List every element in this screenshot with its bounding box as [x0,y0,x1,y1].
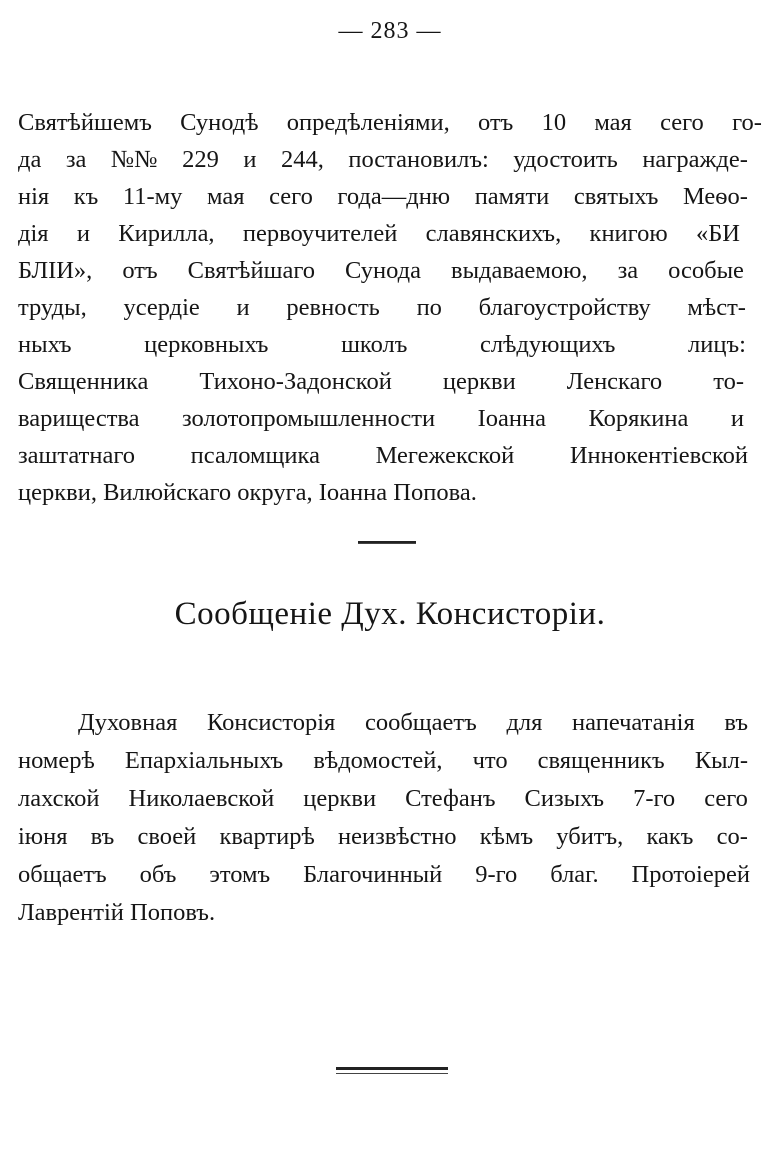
word: напечатанія [572,709,695,736]
word: священникъ [537,747,665,774]
word: №№ [110,146,158,173]
word: въ [724,709,748,736]
word: и [76,220,90,247]
word: церкви [442,368,516,395]
word: варищества [18,405,140,432]
word: Кыл- [694,747,748,774]
word: усердіе [123,294,200,321]
word: 7-го [633,785,676,812]
word: мая [594,109,632,136]
text-line [18,108,762,138]
word: іюня [18,823,68,850]
word: мѣст- [687,294,746,321]
word: БЛІИ», [18,257,93,284]
word: какъ [646,823,694,850]
word: Сизыхъ [524,785,605,812]
text-line [18,404,744,434]
text-line [18,293,746,323]
word: 9-го [475,861,518,888]
word: 229 [182,146,219,173]
word: то- [713,368,744,395]
word: слѣдующихъ [480,331,616,358]
word: 244, [280,146,324,173]
word: по [416,294,442,321]
word: Меѳо- [682,183,748,210]
text-line [78,708,748,738]
word: Корякина [588,405,689,432]
word: Консисторія [207,709,336,736]
word: заштатнаго [18,442,136,469]
word: отъ [478,109,514,136]
text-line [18,330,746,360]
word: въ [90,823,115,850]
word: особые [668,257,744,284]
text-line [18,182,748,212]
word: опредѣленіями, [286,109,450,136]
word: Священника [18,368,149,395]
word: школъ [341,331,408,358]
word: своей [137,823,197,850]
word: номерѣ [18,747,95,774]
text-line [18,367,744,397]
word: сего [269,183,313,210]
word: объ [139,861,177,888]
section-heading: Сообщеніе Дух. Консисторіи. [174,596,606,632]
word: квартирѣ [219,823,315,850]
word: этомъ [209,861,271,888]
word: удостоить [513,146,618,173]
word: святыхъ [573,183,659,210]
word: Святѣйшемъ [18,109,152,136]
word: да [18,146,42,173]
word: Святѣйшаго [187,257,316,284]
word: и [236,294,250,321]
text-line [18,784,748,814]
word: первоучителей [242,220,398,247]
word: славянскихъ, [425,220,562,247]
word: сего [704,785,748,812]
word: Ленскаго [566,368,663,395]
word: и [730,405,744,432]
word: Тихоно-Задонской [199,368,392,395]
word: сообщаетъ [364,709,477,736]
word: труды, [18,294,87,321]
word: за [65,146,87,173]
word: сего [660,109,704,136]
word: лицъ: [688,331,746,358]
word: лахской [18,785,100,812]
text-line: Лаврентій Поповъ. [18,899,216,926]
word: ныхъ [18,331,72,358]
word: Протоіерей [631,861,750,888]
word: Епархіальныхъ [124,747,284,774]
word: Кирилла, [118,220,215,247]
word: мая [207,183,245,210]
word: благоустройству [478,294,651,321]
text-line: церкви, Вилюйскаго округа, Іоанна Попова. [18,479,477,506]
word: го- [732,109,762,136]
text-line [18,746,748,776]
word: церковныхъ [144,331,269,358]
word: Николаевской [128,785,275,812]
word: и [243,146,257,173]
text-line [18,441,748,471]
word: Іоанна [477,405,546,432]
word: награжде- [642,146,748,173]
word: Иннокентіевской [569,442,748,469]
word: ревность [286,294,380,321]
word: памяти [474,183,550,210]
end-rule [336,1067,448,1074]
word: нія [18,183,50,210]
word: «БИ [695,220,740,247]
text-line [18,256,744,286]
word: Сунодѣ [180,109,259,136]
word: вѣдомостей, [313,747,443,774]
word: неизвѣстно [337,823,457,850]
word: книгою [589,220,668,247]
text-line [18,145,748,175]
word: Стефанъ [405,785,496,812]
word: Сунода [345,257,422,284]
word: выдаваемою, [451,257,588,284]
word: 10 [541,109,567,136]
word: за [617,257,639,284]
divider [358,541,416,544]
word: постановилъ: [348,146,489,173]
text-line [18,822,748,852]
word: благ. [550,861,599,888]
word: общаетъ [18,861,107,888]
word: псаломщика [190,442,320,469]
word: что [472,747,508,774]
word: церкви [303,785,377,812]
word: 11-му [122,183,183,210]
word: со- [716,823,748,850]
text-line [18,860,750,890]
word: отъ [122,257,158,284]
word: Духовная [78,709,178,736]
word: для [506,709,543,736]
word: къ [73,183,99,210]
word: золотопромышленности [182,405,436,432]
word: убитъ, [556,823,624,850]
word: Благочинный [303,861,443,888]
word: года—дню [337,183,451,210]
word: Мегежекской [375,442,515,469]
text-line [18,219,740,249]
page-number: — 283 — [338,18,442,44]
word: дія [18,220,49,247]
word: кѣмъ [479,823,534,850]
